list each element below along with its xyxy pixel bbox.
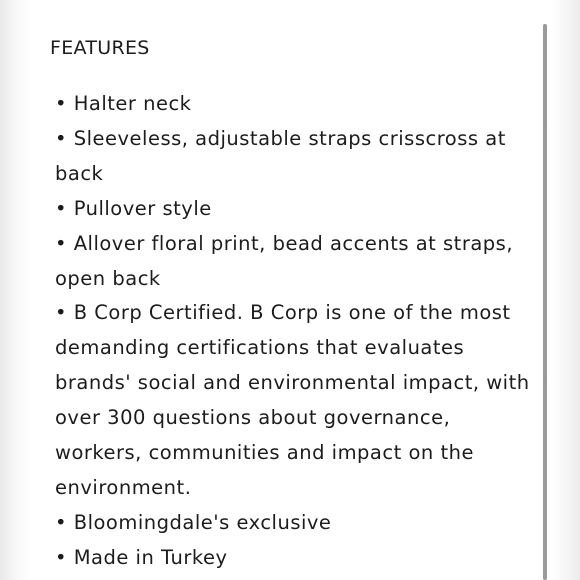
feature-item-exclusive: • Bloomingdale's exclusive (55, 510, 332, 534)
features-list (50, 87, 535, 576)
right-edge-shadow (551, 0, 580, 580)
feature-item-floral-print: • Allover floral print, bead accents at straps, open back (55, 231, 514, 290)
features-panel (50, 36, 535, 576)
feature-item-halter-neck: • Halter neck (55, 92, 192, 115)
features-heading: FEATURES (50, 37, 150, 59)
scrollbar-thumb[interactable] (543, 24, 547, 580)
feature-item-sleeveless-straps: • Sleeveless, adjustable straps crisscross at back (55, 126, 506, 185)
feature-item-pullover-style: • Pullover style (55, 196, 212, 220)
left-edge-shadow (0, 0, 30, 580)
feature-item-b-corp: • B Corp Certified. B Corp is one of the most demanding certifications that evaluates brands' social and environmental impact, with over 300 questions about governance, workers, communities and impact on the environment. (55, 301, 530, 499)
feature-item-origin: • Made in Turkey (55, 545, 228, 569)
